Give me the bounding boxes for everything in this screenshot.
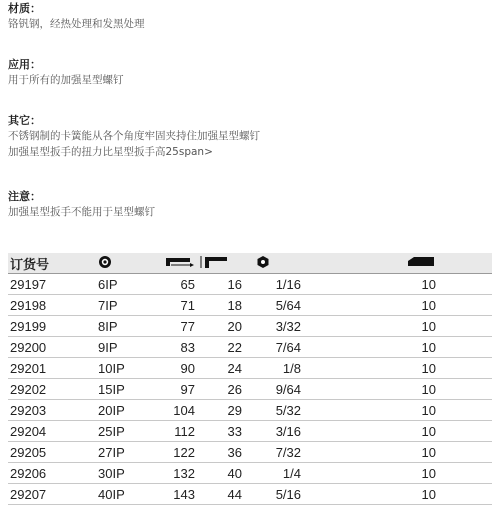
total-length-cell: 112 [174,423,195,439]
order-number-cell: 29207 [10,486,47,502]
size-cell: 15IP [98,381,125,397]
size-cell: 10IP [98,360,125,376]
material-section [8,2,492,32]
note-text: 加强星型扳手不能用于星型螺钉 [8,206,155,218]
size-cell: 8IP [98,318,118,334]
table-row [8,400,492,421]
packaging-cell: 10 [421,444,436,460]
packaging-cell: 10 [421,276,436,292]
order-number-cell: 29206 [10,465,47,481]
total-length-cell: 97 [180,381,195,397]
arm-length-cell: 40 [227,465,242,481]
hex-size-cell: 5/32 [275,402,301,418]
table-header-row [8,253,492,274]
size-cell: 40IP [98,486,125,502]
size-cell: 27IP [98,444,125,460]
other-text-2: 加强星型扳手的扭力比星型扳手高25span> [8,146,213,158]
order-number-cell: 29202 [10,381,47,397]
size-cell: 25IP [98,423,125,439]
material-heading: 材质： [8,2,41,15]
note-heading: 注意： [8,190,41,203]
order-number-cell: 29199 [10,318,47,334]
application-section [8,58,492,88]
table-row [8,337,492,358]
arm-length-header [195,253,242,274]
arm-length-cell: 29 [227,402,242,418]
table-row [8,484,492,505]
hex-size-cell: 7/32 [275,444,301,460]
table-row [8,274,492,295]
arm-length-cell: 20 [227,318,242,334]
other-heading: 其它： [8,114,41,127]
hex-header [242,253,301,274]
table-row [8,295,492,316]
table-row [8,463,492,484]
note-section [8,190,492,220]
torx-plus-profile-icon [98,255,112,272]
hex-size-cell: 5/16 [275,486,301,502]
other-section [8,114,492,160]
arm-length-cell: 24 [227,360,242,376]
material-text: 铬钒钢，经热处理和发黑处理 [8,18,145,30]
hex-size-cell: 5/64 [275,297,301,313]
application-text: 用于所有的加强星型螺钉 [8,74,124,86]
arm-length-cell: 18 [227,297,242,313]
hex-size-cell: 7/64 [275,339,301,355]
order-number-cell: 29197 [10,276,47,292]
size-header [98,253,153,274]
total-length-cell: 65 [180,276,195,292]
hex-size-cell: 1/16 [275,276,301,292]
hex-size-cell: 3/32 [275,318,301,334]
table-row [8,358,492,379]
total-length-cell: 104 [173,402,195,418]
total-length-cell: 83 [180,339,195,355]
hex-drive-icon [256,255,270,272]
order-number-cell: 29201 [10,360,47,376]
order-number-cell: 29200 [10,339,47,355]
total-length-cell: 77 [180,318,195,334]
order-number-cell: 29204 [10,423,47,439]
arm-length-cell: 44 [227,486,242,502]
hex-size-cell: 9/64 [275,381,301,397]
packaging-cell: 10 [421,360,436,376]
packaging-quantity-icon [406,256,436,271]
size-cell: 9IP [98,339,118,355]
packaging-header [301,253,492,274]
order-number-header: 订货号 [10,256,50,272]
total-length-cell: 132 [173,465,195,481]
order-number-cell: 29203 [10,402,47,418]
table-row [8,421,492,442]
total-length-cell: 90 [180,360,195,376]
table-row [8,316,492,337]
other-text-1: 不锈钢制的卡簧能从各个角度牢固夹持住加强星型螺钉 [8,130,260,142]
packaging-cell: 10 [421,465,436,481]
arm-length-cell: 33 [227,423,242,439]
total-length-cell: 71 [180,297,195,313]
packaging-cell: 10 [421,381,436,397]
packaging-cell: 10 [421,339,436,355]
packaging-cell: 10 [421,402,436,418]
total-length-cell: 122 [173,444,195,460]
order-number-cell: 29198 [10,297,47,313]
packaging-cell: 10 [421,318,436,334]
arm-length-cell: 26 [227,381,242,397]
hex-size-cell: 1/8 [282,360,301,376]
total-length-header [153,253,195,274]
product-table [8,253,492,505]
hex-size-cell: 3/16 [275,423,301,439]
table-row [8,442,492,463]
packaging-cell: 10 [421,297,436,313]
table-row [8,379,492,400]
arm-length-cell: 22 [227,339,242,355]
total-length-icon [165,256,195,271]
hex-size-cell: 1/4 [282,465,301,481]
size-cell: 7IP [98,297,118,313]
short-arm-length-icon [199,255,229,272]
size-cell: 30IP [98,465,125,481]
order-number-cell: 29205 [10,444,47,460]
size-cell: 20IP [98,402,125,418]
total-length-cell: 143 [173,486,195,502]
packaging-cell: 10 [421,423,436,439]
arm-length-cell: 36 [227,444,242,460]
size-cell: 6IP [98,276,118,292]
application-heading: 应用： [8,58,41,71]
arm-length-cell: 16 [227,276,242,292]
packaging-cell: 10 [421,486,436,502]
